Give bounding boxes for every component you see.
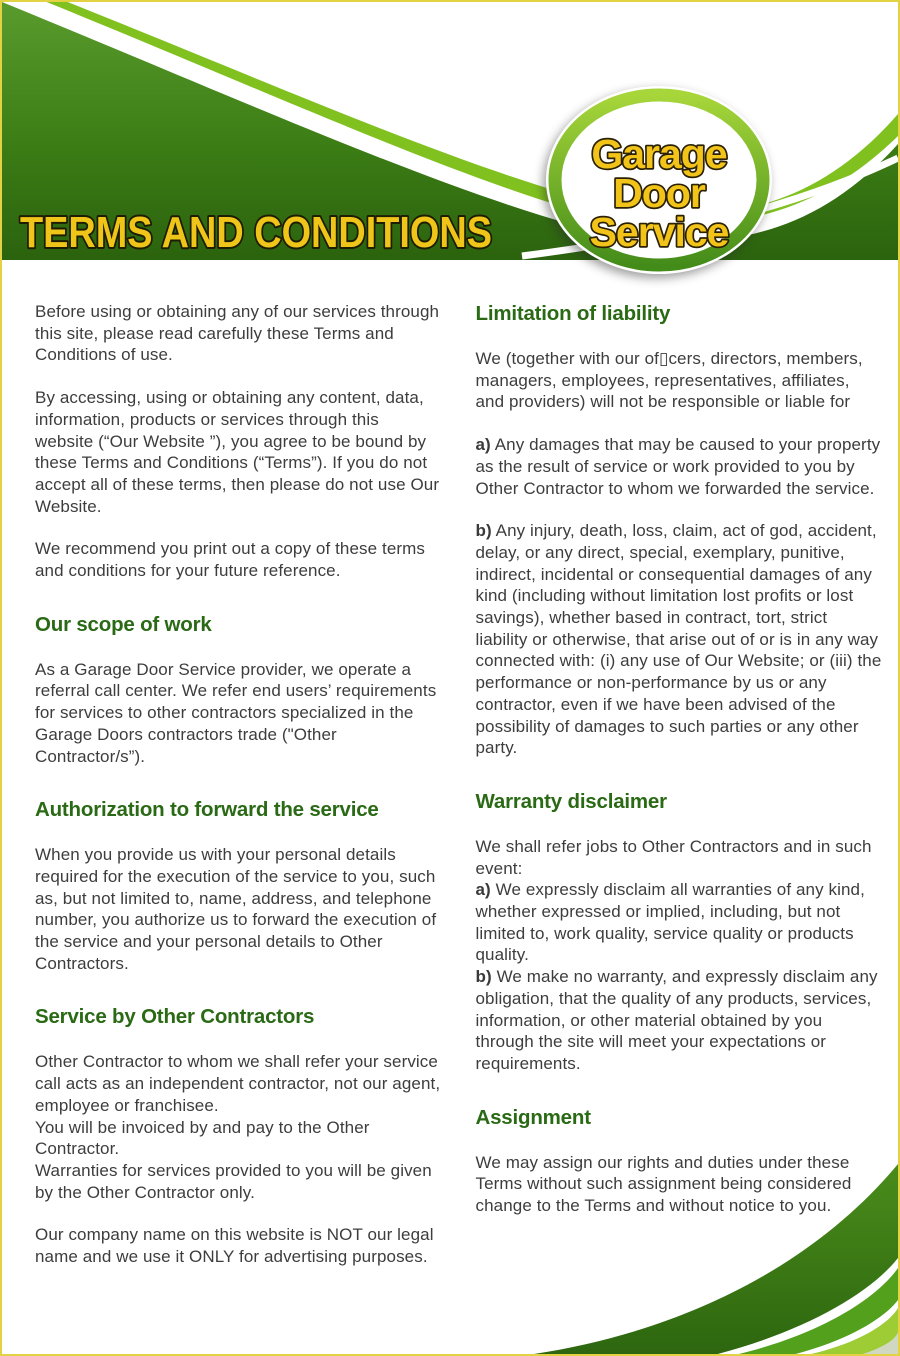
paragraph: We shall refer jobs to Other Contractors and in such event: a) We expressly disclaim all warranties of any kind, whether expressed or implied, including, but not limited to, work quality, service quality or products quality. b) We make no warranty, and expressly disclaim any obligation, that the quality of any products, services, information, or other material obtained by you through the site will meet your expectations or requirements. <box>475 836 878 1073</box>
badge-line-3: Service <box>589 209 729 255</box>
bold-label: b) <box>475 967 492 987</box>
right-column <box>476 301 883 1354</box>
paragraph: We recommend you print out a copy of these terms and conditions for your future reference. <box>35 539 425 581</box>
content <box>2 260 898 1354</box>
page-title: TERMS AND CONDITIONS <box>20 208 492 257</box>
section-heading: Our scope of work <box>35 612 212 636</box>
section-heading: Warranty disclaimer <box>475 789 667 813</box>
paragraph: Our company name on this website is NOT our legal name and we use it ONLY for advertising purposes. <box>35 1225 434 1267</box>
paragraph: Other Contractor to whom we shall refer your service call acts as an independent contractor, not our agent, employee or franchisee. You will be invoiced by and pay to the Other Contractor. Warranties for services provided to you will be given by the Other Contractor only. <box>35 1052 441 1202</box>
paragraph: When you provide us with your personal details required for the execution of the service to you, such as, but not limited to, name, address, and telephone number, you authorize us to forward the execution of the service and your personal details to Other Contractors. <box>35 845 437 973</box>
paragraph: b) Any injury, death, loss, claim, act of god, accident, delay, or any direct, special, exemplary, punitive, indirect, incidental or consequential damages of any kind (including without limitation lost profits or lost savings), whether based in contract, tort, strict liability or otherwise, that arise out of or is in any way connected with: (i) any use of Our Website; or (iii) the performance or non-performance by us or any contractor, even if we have been advised of the possibility of damages to such parties or any other party. <box>475 521 882 758</box>
section-heading: Limitation of liability <box>475 302 671 325</box>
badge-line-1: Garage <box>591 131 727 177</box>
bold-label: a) <box>475 435 491 455</box>
bold-label: a) <box>475 880 491 900</box>
badge-line-2: Door <box>613 170 705 216</box>
section-heading: Authorization to forward the service <box>35 798 379 822</box>
paragraph: a) Any damages that may be caused to your property as the result of service or work provided to you by Other Contractor to whom we forwarded the service. <box>475 435 881 498</box>
section-heading: Assignment <box>475 1105 591 1129</box>
paragraph: We may assign our rights and duties under these Terms without such assignment being considered change to the Terms and without notice to you. <box>475 1152 852 1216</box>
paragraph: By accessing, using or obtaining any content, data, information, products or services through this website (“Our Website ”), you agree to be bound by these Terms and Conditions (“Terms”). If you do not accept all of these terms, then please do not use Our Website. <box>35 388 440 516</box>
paragraph: We (together with our of▯cers, directors, members, managers, employees, representatives, affiliates, and providers) will not be responsible or liable for <box>475 349 863 412</box>
section-heading: Service by Other Contractors <box>35 1005 315 1029</box>
header-graphic <box>2 2 898 260</box>
paragraph: Before using or obtaining any of our services through this site, please read carefully these Terms and Conditions of use. <box>35 302 440 365</box>
bold-label: b) <box>475 521 492 541</box>
paragraph: As a Garage Door Service provider, we operate a referral call center. We refer end users’ requirements for services to other contractors specialized in the Garage Doors contractors trade ("Other Contractor/s”). <box>35 659 437 766</box>
left-column <box>35 301 442 1354</box>
brand-badge <box>546 86 772 274</box>
